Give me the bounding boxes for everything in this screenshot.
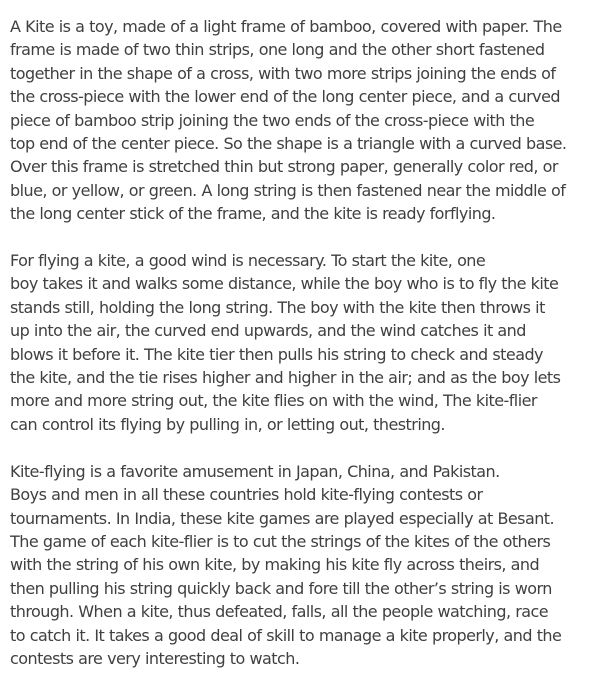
text-line: the cross-piece with the lower end of the long center piece, and a curved	[10, 87, 561, 107]
text-line: tournaments. In India, these kite games are played especially at Besant.	[10, 508, 555, 528]
text-line: Over this frame is stretched thin but strong paper, generally color red, or	[10, 157, 558, 177]
text-line: frame is made of two thin strips, one long and the other short fastened	[10, 40, 545, 60]
text-line: stands still, holding the long string. The boy with the kite then throws it	[10, 297, 545, 317]
text-line: contests are very interesting to watch.	[10, 648, 300, 668]
text-line: with the string of his own kite, by making his kite fly across theirs, and	[10, 555, 540, 575]
text-line: the long center stick of the frame, and the kite is ready forflying.	[10, 204, 496, 224]
text-line: the kite, and the tie rises higher and higher in the air; and as the boy lets	[10, 368, 561, 388]
text-line: boy takes it and walks some distance, while the boy who is to fly the kite	[10, 274, 559, 294]
text-line: Kite-flying is a favorite amusement in Japan, China, and Pakistan.	[10, 461, 500, 481]
text-line: through. When a kite, thus defeated, falls, all the people watching, race	[10, 602, 549, 622]
text-line: For flying a kite, a good wind is necessary. To start the kite, one	[10, 251, 486, 271]
text-line: Boys and men in all these countries hold kite-flying contests or	[10, 485, 483, 505]
text-line: The game of each kite-flier is to cut the strings of the kites of the others	[10, 531, 551, 551]
document-body	[10, 15, 590, 670]
text-line: piece of bamboo strip joining the two ends of the cross-piece with the	[10, 110, 535, 130]
text-line: to catch it. It takes a good deal of skill to manage a kite properly, and the	[10, 625, 562, 645]
text-line: blows it before it. The kite tier then pulls his string to check and steady	[10, 344, 543, 364]
text-line: A Kite is a toy, made of a light frame of bamboo, covered with paper. The	[10, 17, 562, 36]
text-line: can control its flying by pulling in, or letting out, thestring.	[10, 414, 445, 434]
paragraph-kite-description	[10, 15, 590, 226]
text-line: top end of the center piece. So the shape is a triangle with a curved base.	[10, 134, 567, 154]
text-line: then pulling his string quickly back and fore till the other’s string is worn	[10, 578, 552, 598]
paragraph-flying-a-kite	[10, 249, 590, 436]
text-line: together in the shape of a cross, with two more strips joining the ends of	[10, 63, 556, 83]
text-line: more and more string out, the kite flies on with the wind, The kite-flier	[10, 391, 537, 411]
text-line: blue, or yellow, or green. A long string is then fastened near the middle of	[10, 180, 566, 200]
text-line: up into the air, the curved end upwards, and the wind catches it and	[10, 321, 526, 341]
paragraph-kite-contests	[10, 460, 590, 671]
